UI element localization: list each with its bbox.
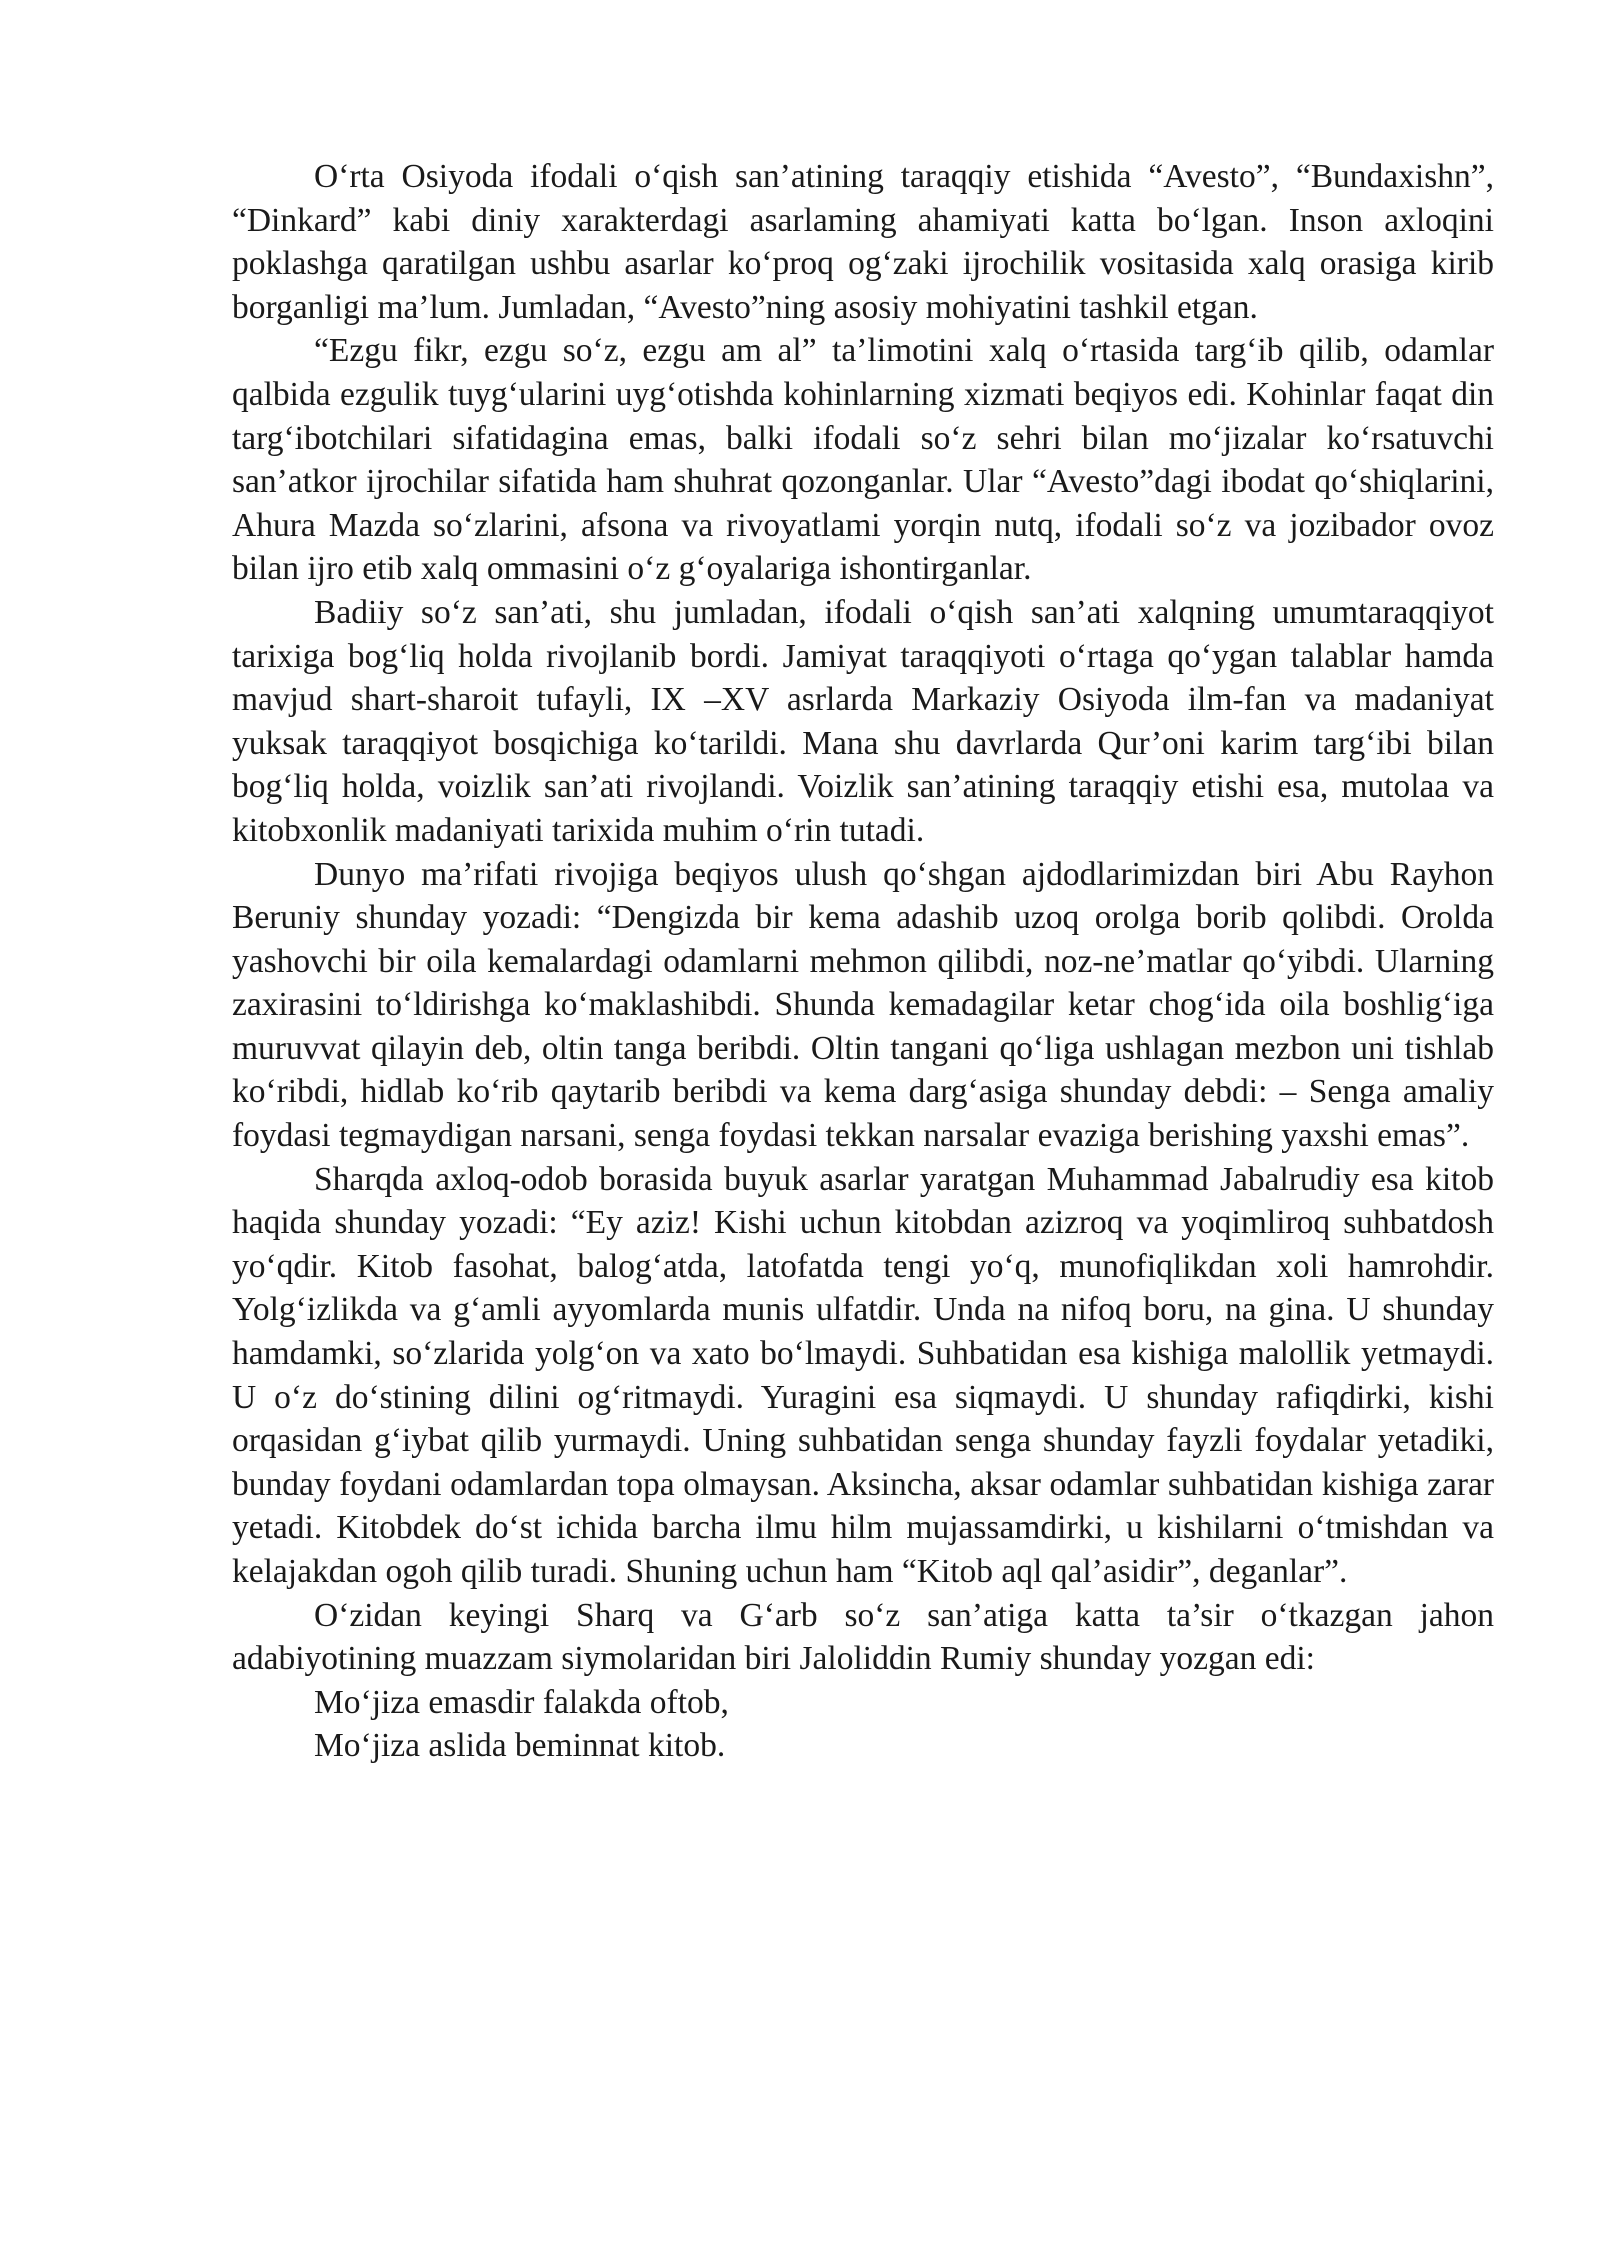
paragraph-jabalrudiy-quote: Sharqda axloq-odob borasida buyuk asarlar yaratgan Muhammad Jabalrudiy esa kitob haqida shunday yozadi: “Ey aziz! Kishi uchun kitobdan azizroq va yoqimliroq suhbatdosh yo‘qdir. Kitob fasohat, balog‘atda, latofatda tengi yo‘q, munofiqlikdan xoli hamrohdir. Yolg‘izlikda va g‘amli ayyomlarda munis ulfatdir. Unda na nifoq boru, na gina. U shunday hamdamki, so‘zlarida yolg‘on va xato bo‘lmaydi. Suhbatidan esa kishiga malollik yetmaydi. U o‘z do‘stining dilini og‘ritmaydi. Yuragini esa siqmaydi. U shunday rafiqdirki, kishi orqasidan g‘iybat qilib yurmaydi. Uning suhbatidan senga shunday fayzli foydalar yetadiki, bunday foydani odamlardan topa olmaysan. Aksincha, aksar odamlar suhbatidan kishiga zarar yetadi. Kitobdek do‘st ichida barcha ilmu hilm mujassamdirki, u kishilarni o‘tmishdan va kelajakdan ogoh qilib turadi. Shuning uchun ham “Kitob aql qal’asidir”, deganlar”.	[232, 1160, 1494, 1590]
paragraph-badiiy-soz: Badiiy so‘z san’ati, shu jumladan, ifodali o‘qish san’ati xalqning umumtaraqqiyot tarixiga bog‘liq holda rivojlanib bordi. Jamiyat taraqqiyoti o‘rtaga qo‘ygan talablar hamda mavjud shart-sharoit tufayli, IX –XV asrlarda Markaziy Osiyoda ilm-fan va madaniyat yuksak taraqqiyot bosqichiga ko‘tarildi. Mana shu davrlarda Qur’oni karim targ‘ibi bilan bog‘liq holda, voizlik san’ati rivojlandi. Voizlik san’atining taraqqiy etishi esa, mutolaa va kitobxonlik madaniyati tarixida muhim o‘rin tutadi.	[232, 593, 1494, 849]
verse-line-2: Mo‘jiza aslida beminnat kitob.	[314, 1727, 726, 1765]
paragraph-rumiy-intro: O‘zidan keyingi Sharq va G‘arb so‘z san’atiga katta ta’sir o‘tkazgan jahon adabiyotining muazzam siymolaridan biri Jaloliddin Rumiy shunday yozgan edi:	[232, 1596, 1494, 1678]
paragraph-beruniy-quote: Dunyo ma’rifati rivojiga beqiyos ulush qo‘shgan ajdodlarimizdan biri Abu Rayhon Beruniy shunday yozadi: “Dengizda bir kema adashib uzoq orolga borib qolibdi. Orolda yashovchi bir oila kemalardagi odamlarni mehmon qilibdi, noz-ne’matlar qo‘yibdi. Ularning zaxirasini to‘ldirishga ko‘maklashibdi. Shunda kemadagilar ketar chog‘ida oila boshlig‘iga muruvvat qilayin deb, oltin tanga beribdi. Oltin tangani qo‘liga ushlagan mezbon uni tishlab ko‘ribdi, hidlab ko‘rib qaytarib beribdi va kema darg‘asiga shunday debdi: – Senga amaliy foydasi tegmaydigan narsani, senga foydasi tekkan narsalar evaziga berishing yaxshi emas”.	[232, 855, 1494, 1155]
verse-line-1: Mo‘jiza emasdir falakda oftob,	[314, 1683, 729, 1721]
paragraph-avesto-intro: O‘rta Osiyoda ifodali o‘qish san’atining taraqqiy etishida “Avesto”, “Bundaxishn”, “Dinkard” kabi diniy xarakterdagi asarlaming ahamiyati katta bo‘lgan. Inson axloqini poklashga qaratilgan ushbu asarlar ko‘proq og‘zaki ijrochilik vositasida xalq orasiga kirib borganligi ma’lum. Jumladan, “Avesto”ning asosiy mohiyatini tashkil etgan.	[232, 158, 1494, 326]
paragraph-ezgu-fikr: “Ezgu fikr, ezgu so‘z, ezgu am al” ta’limotini xalq o‘rtasida targ‘ib qilib, odamlar qalbida ezgulik tuyg‘ularini uyg‘otishda kohinlarning xizmati beqiyos edi. Kohinlar faqat din targ‘ibotchilari sifatidagina emas, balki ifodali so‘z sehri bilan mo‘jizalar ko‘rsatuvchi san’atkor ijrochilar sifatida ham shuhrat qozonganlar. Ular “Avesto”dagi ibodat qo‘shiqlarini, Ahura Mazda so‘zlarini, afsona va rivoyatlami yorqin nutq, ifodali so‘z va jozibador ovoz bilan ijro etib xalq ommasini o‘z g‘oyalariga ishontirganlar.	[232, 332, 1494, 588]
document-page	[232, 155, 1494, 1768]
